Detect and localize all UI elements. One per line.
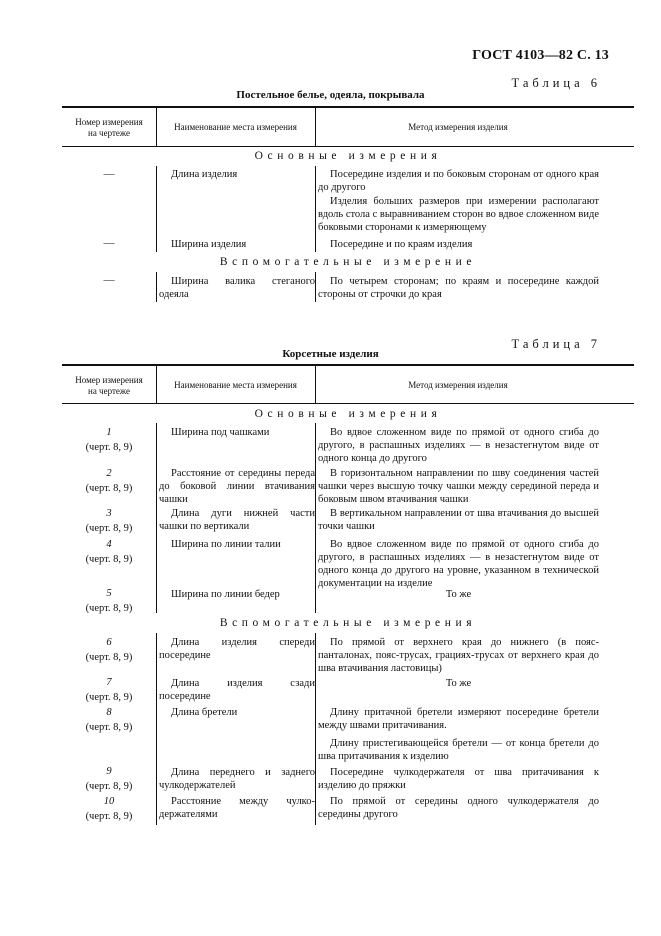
table7-title: Корсетные изделия [282, 348, 379, 360]
table7-body-divider-2b [315, 633, 316, 825]
table6-top-rule [62, 106, 634, 108]
table7-section-aux: Вспомогательные измерения [219, 617, 477, 629]
table7-row10-name: Расстояние между чулко-держателями [159, 796, 315, 820]
table7-row3-num: 3 (черт. 8, 9) [85, 508, 133, 534]
table6-section-aux: Вспомогательные измерение [219, 256, 477, 268]
table7-row2-num: 2 (черт. 8, 9) [85, 468, 133, 494]
table7-row7-method: То же [445, 678, 472, 689]
table7-row6-method: По прямой от верхнего края до нижнего (в пояс-панталонах, пояс-трусах, грациях-трусах от верхнего края до шва втачивания ластовицы) [318, 637, 599, 674]
table6-row1-method: Посередине изделия и по боковым сторонам от одного края до другого [318, 169, 599, 193]
table7-row1-name: Ширина под чашками [171, 427, 270, 438]
table7-row8-num: 8 (черт. 8, 9) [85, 707, 133, 733]
page-header: ГОСТ 4103—82 С. 13 [472, 48, 609, 63]
table7-col-method-header: Метод измерения изделия [408, 380, 508, 390]
table7-body-divider-1a [156, 423, 157, 613]
table7-top-rule [62, 364, 634, 366]
table7-row6-name: Длина изделия спереди посередине [159, 637, 315, 661]
table6-label: Таблица 6 [511, 76, 601, 90]
table6-row2-method: Изделия больших размеров при измерении располагают вдоль стола с выравниванием сторон во вдвое сложенном виде боковыми сторонами к измеряющему [318, 196, 599, 233]
table7-row3-name: Длина дуги нижней части чашки по вертикали [159, 508, 315, 532]
table7-col-number-header: Номер измерения на чертеже [75, 375, 143, 396]
table7-row7-name: Длина изделия сзади посередине [159, 678, 315, 702]
table7-row2-method: В горизонтальном направлении по шву соединения частей чашки через высшую точку чашки между серединой переда и боковым швом втачивания чашки [318, 468, 599, 505]
table6-row1-num: — [103, 168, 115, 180]
table7-row2-name: Расстояние от середины переда до боковой линии втачивания чашки [159, 468, 315, 505]
table7-row1-num: 1 (черт. 8, 9) [85, 427, 133, 453]
table7-row10-method: По прямой от середины одного чулкодержателя до середины другого [318, 796, 599, 820]
table6-body-divider-1a [156, 166, 157, 252]
table7-body-divider-2a [315, 423, 316, 613]
table7-body-divider-1b [156, 633, 157, 825]
table7-row3-method: В вертикальном направлении от шва втачивания до высшей точки чашки [318, 508, 599, 532]
table6-row4-method: По четырем сторонам; по краям и посередине каждой стороны от строчки до края [318, 276, 599, 300]
table6-body-divider-2b [315, 272, 316, 302]
table7-row8b-method: Длину пристегивающейся бретели — от конца бретели до шва притачивания к изделию [318, 738, 599, 762]
table7-row6-num: 6 (черт. 8, 9) [85, 637, 133, 663]
table6-col-number-header: Номер измерения на чертеже [75, 117, 143, 138]
table7-row7-num: 7 (черт. 8, 9) [85, 677, 133, 703]
table7-col-name-header: Наименование места измерения [174, 380, 297, 390]
table6-section-main: Основные измерения [254, 150, 442, 162]
table6-row3-name: Ширина изделия [171, 239, 247, 250]
table6-row3-num: — [103, 237, 115, 249]
table6-title: Постельное белье, одеяла, покрывала [236, 89, 425, 101]
table6-row4-num: — [103, 274, 115, 286]
table6-col-method-header: Метод измерения изделия [408, 122, 508, 132]
table6-header-bottom-rule [62, 146, 634, 147]
table6-row4-name: Ширина валика стеганого одеяла [159, 276, 315, 300]
table7-row8-method: Длину притачной бретели измеряют посередине бретели между швами притачивания. [318, 707, 599, 731]
table7-row9-name: Длина переднего и заднего чулкодержателей [159, 767, 315, 791]
table6-col-name-header: Наименование места измерения [174, 122, 297, 132]
table7-row9-num: 9 (черт. 8, 9) [85, 766, 133, 792]
table6-body-divider-2a [315, 166, 316, 252]
table7-row1-method: Во вдвое сложенном виде по прямой от одного сгиба до другого, в распашных изделиях — в незастегнутом виде от одного конца до другого [318, 427, 599, 464]
table7-row10-num: 10 (черт. 8, 9) [85, 796, 133, 822]
table6-body-divider-1b [156, 272, 157, 302]
table7-row5-num: 5 (черт. 8, 9) [85, 588, 133, 614]
table7-label: Таблица 7 [511, 337, 601, 351]
table7-row5-method: То же [445, 589, 472, 600]
table6-row1-name: Длина изделия [171, 169, 238, 180]
table7-row8-name: Длина бретели [171, 707, 238, 718]
table7-row4-method: Во вдвое сложенном виде по прямой от одного сгиба до другого, в распашных изделиях — в незастегнутом виде от одного конца до другого на уровне, указанном в технической документации на изделие [318, 539, 599, 589]
table7-row9-method: Посередине чулкодержателя от шва притачивания к изделию до пряжки [318, 767, 599, 791]
table6-row3-method: Посередине и по краям изделия [330, 239, 473, 250]
table7-header-bottom-rule [62, 403, 634, 404]
table7-row4-name: Ширина по линии талии [171, 539, 281, 550]
table7-row4-num: 4 (черт. 8, 9) [85, 539, 133, 565]
table7-section-main: Основные измерения [254, 408, 442, 420]
table7-row5-name: Ширина по линии бедер [171, 589, 280, 600]
